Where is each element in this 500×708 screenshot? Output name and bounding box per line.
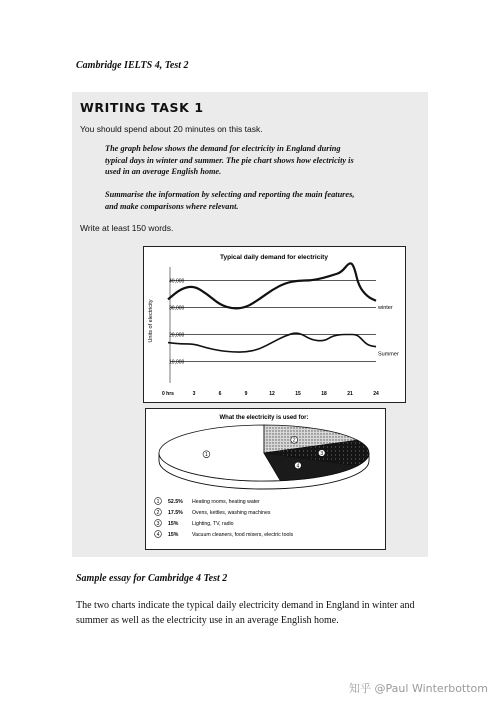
pie-title: What the electricity is used for:	[219, 415, 309, 421]
x-tick-label: 18	[321, 391, 327, 397]
legend-label: Vacuum cleaners, food mixers, electric tools	[192, 532, 294, 538]
legend-percent: 15%	[168, 532, 179, 538]
x-tick-label: 15	[295, 391, 301, 397]
series-line-winter	[168, 263, 376, 308]
legend-label: Heating rooms, heating water	[192, 499, 260, 505]
y-tick-label: 10,000	[169, 359, 185, 366]
summarise-instruction	[105, 189, 415, 212]
slice-marker: 3	[320, 450, 324, 457]
x-tick-label: 6	[218, 391, 222, 397]
y-tick-label: 20,000	[169, 332, 185, 339]
y-tick-label: 30,000	[169, 305, 185, 312]
x-tick-label: 12	[269, 391, 275, 397]
task-title: WRITING TASK 1	[80, 100, 204, 115]
legend-marker: 3	[156, 521, 160, 527]
instruction-line: used in an average English home.	[105, 167, 222, 176]
legend-label: Lighting, TV, radio	[192, 521, 234, 527]
series-label: Summer	[378, 351, 399, 358]
instruction-line: The graph below shows the demand for electricity in England during	[105, 144, 341, 153]
line-chart	[144, 247, 405, 402]
document-heading: Cambridge IELTS 4, Test 2	[76, 60, 189, 71]
x-tick-label: 0 hrs	[162, 391, 174, 397]
legend-marker: 2	[156, 510, 160, 516]
instruction-line: and make comparisons where relevant.	[105, 201, 239, 211]
task-instruction	[105, 143, 415, 178]
chart-title: Typical daily demand for electricity	[220, 254, 328, 261]
legend-percent: 52.5%	[168, 499, 183, 505]
line-chart-panel	[143, 246, 406, 403]
x-tick-label: 24	[373, 391, 379, 397]
word-count-instruction: Write at least 150 words.	[80, 223, 174, 233]
essay-paragraph: The two charts indicate the typical daily electricity demand in England in winter and summer as well as the electricity use in an average English home.	[76, 600, 415, 626]
y-tick-label: 40,000	[169, 278, 185, 285]
sample-essay-heading: Sample essay for Cambridge 4 Test 2	[76, 573, 228, 584]
x-tick-label: 9	[244, 391, 248, 397]
time-instruction: You should spend about 20 minutes on this task.	[80, 124, 263, 134]
slice-marker: 4	[296, 463, 300, 470]
instruction-line: typical days in winter and summer. The pie chart shows how electricity is	[105, 155, 354, 165]
slice-marker: 2	[292, 437, 296, 444]
pie-chart-panel	[145, 408, 386, 550]
series-label: winter	[378, 304, 393, 311]
legend-marker: 1	[156, 499, 160, 505]
legend-label: Ovens, kettles, washing machines	[192, 510, 271, 516]
watermark: 知乎 @Paul Winterbottom	[349, 682, 488, 695]
legend-percent: 17.5%	[168, 510, 183, 516]
slice-marker: 1	[205, 452, 208, 459]
x-tick-label: 3	[192, 391, 196, 397]
x-tick-label: 21	[347, 391, 353, 397]
legend-marker: 4	[156, 532, 160, 538]
instruction-line: Summarise the information by selecting and reporting the main features,	[105, 190, 355, 199]
pie-chart	[146, 409, 385, 549]
legend-percent: 15%	[168, 521, 179, 527]
y-axis-label: Units of electricity	[148, 299, 154, 343]
